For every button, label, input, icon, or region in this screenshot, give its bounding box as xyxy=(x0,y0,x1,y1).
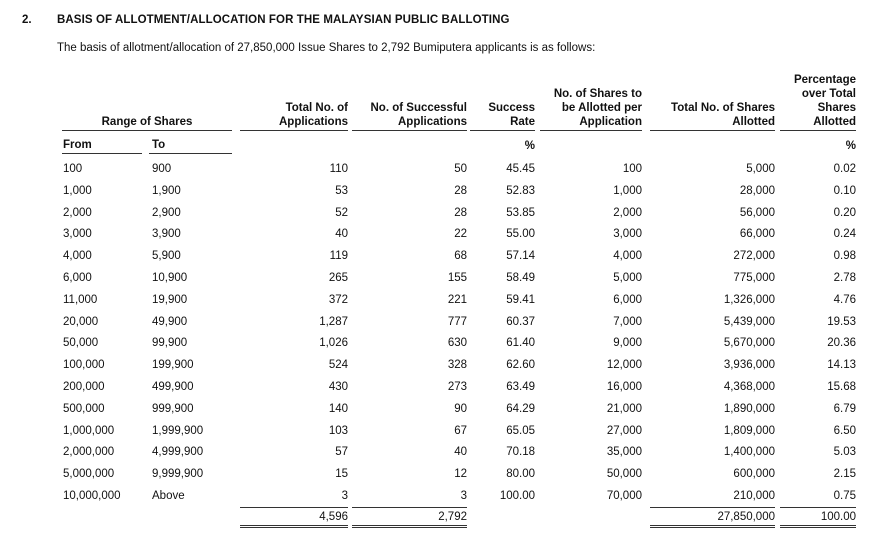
cell-total-shares-allotted: 1,400,000 xyxy=(723,446,775,458)
cell-success-rate: 55.00 xyxy=(506,228,535,240)
cell-total-applications: 57 xyxy=(335,446,348,458)
cell-percentage: 2.15 xyxy=(833,468,856,480)
cell-to: 99,900 xyxy=(152,337,188,349)
section-title: BASIS OF ALLOTMENT/ALLOCATION FOR THE MALAYSIAN PUBLIC BALLOTING xyxy=(57,14,510,26)
cell-successful-applications: 777 xyxy=(447,316,467,328)
subheader-to: To xyxy=(152,139,166,151)
cell-success-rate: 80.00 xyxy=(506,468,535,480)
totals-double-underline-b xyxy=(352,525,467,526)
cell-shares-per-application: 35,000 xyxy=(606,446,642,458)
cell-total-applications: 1,287 xyxy=(319,316,348,328)
header-shares-per-application-line1: No. of Shares to xyxy=(553,88,642,100)
header-successful-applications-line2: Applications xyxy=(397,116,467,128)
cell-to: 49,900 xyxy=(152,316,188,328)
cell-shares-per-application: 6,000 xyxy=(613,294,642,306)
cell-to: 10,900 xyxy=(152,272,188,284)
totals-double-underline-c xyxy=(650,525,775,526)
header-underline-shares-per-application xyxy=(540,130,642,131)
cell-shares-per-application: 2,000 xyxy=(613,207,642,219)
cell-success-rate: 52.83 xyxy=(506,185,535,197)
cell-percentage: 0.98 xyxy=(833,250,856,262)
header-success-rate xyxy=(470,101,535,129)
cell-from: 2,000,000 xyxy=(63,446,115,458)
header-percentage-line1: Percentage xyxy=(793,74,856,86)
cell-total-applications: 15 xyxy=(335,468,348,480)
cell-total-shares-allotted: 1,326,000 xyxy=(723,294,775,306)
header-total-applications xyxy=(240,101,348,129)
cell-success-rate: 61.40 xyxy=(506,337,535,349)
cell-success-rate: 63.49 xyxy=(506,381,535,393)
cell-shares-per-application: 3,000 xyxy=(613,228,642,240)
cell-percentage: 0.10 xyxy=(833,185,856,197)
cell-successful-applications: 221 xyxy=(447,294,467,306)
cell-successful-applications: 40 xyxy=(454,446,467,458)
cell-success-rate: 45.45 xyxy=(506,163,535,175)
cell-success-rate: 57.14 xyxy=(506,250,535,262)
cell-successful-applications: 273 xyxy=(447,381,467,393)
header-total-shares-allotted-line2: Allotted xyxy=(732,116,775,128)
subheader-percentage-unit: % xyxy=(845,140,856,152)
cell-total-applications: 265 xyxy=(328,272,348,284)
total-applications-sum: 4,596 xyxy=(319,511,348,523)
cell-total-applications: 40 xyxy=(335,228,348,240)
header-shares-per-application-line3: Application xyxy=(579,116,642,128)
cell-successful-applications: 155 xyxy=(447,272,467,284)
section-number: 2. xyxy=(22,14,32,26)
cell-percentage: 2.78 xyxy=(833,272,856,284)
cell-percentage: 19.53 xyxy=(827,316,856,328)
header-underline-range xyxy=(62,130,232,131)
cell-to: 3,900 xyxy=(152,228,181,240)
totals-underline-percentage xyxy=(780,507,856,508)
header-underline-percentage xyxy=(780,130,856,131)
cell-total-applications: 524 xyxy=(328,359,348,371)
cell-success-rate: 62.60 xyxy=(506,359,535,371)
cell-total-applications: 119 xyxy=(329,250,348,262)
cell-total-shares-allotted: 66,000 xyxy=(739,228,775,240)
totals-double-underline-d xyxy=(780,525,856,526)
cell-shares-per-application: 100 xyxy=(622,163,642,175)
header-total-applications-line1: Total No. of xyxy=(285,102,348,114)
cell-from: 20,000 xyxy=(63,316,99,328)
cell-total-shares-allotted: 210,000 xyxy=(733,490,775,502)
cell-to: Above xyxy=(152,490,185,502)
cell-to: 900 xyxy=(152,163,172,175)
cell-percentage: 5.03 xyxy=(833,446,856,458)
cell-total-shares-allotted: 56,000 xyxy=(739,207,775,219)
cell-total-applications: 372 xyxy=(328,294,348,306)
header-success-rate-line1: Success xyxy=(488,102,535,114)
cell-from: 6,000 xyxy=(63,272,92,284)
cell-total-applications: 3 xyxy=(341,490,348,502)
cell-successful-applications: 328 xyxy=(447,359,467,371)
cell-percentage: 6.50 xyxy=(833,425,856,437)
cell-from: 100 xyxy=(63,163,83,175)
cell-successful-applications: 28 xyxy=(454,185,467,197)
cell-success-rate: 70.18 xyxy=(506,446,535,458)
cell-total-applications: 53 xyxy=(335,185,348,197)
header-shares-per-application xyxy=(540,87,642,129)
cell-to: 9,999,900 xyxy=(152,468,204,480)
cell-total-applications: 140 xyxy=(328,403,348,415)
header-underline-success-rate xyxy=(470,130,535,131)
cell-shares-per-application: 7,000 xyxy=(613,316,642,328)
cell-from: 3,000 xyxy=(63,228,92,240)
header-percentage-line3: Shares xyxy=(817,102,856,114)
cell-percentage: 0.24 xyxy=(833,228,856,240)
cell-percentage: 6.79 xyxy=(833,403,856,415)
totals-double-underline-b2 xyxy=(352,527,467,528)
cell-shares-per-application: 21,000 xyxy=(606,403,642,415)
cell-shares-per-application: 27,000 xyxy=(606,425,642,437)
cell-shares-per-application: 16,000 xyxy=(606,381,642,393)
cell-success-rate: 64.29 xyxy=(506,403,535,415)
cell-from: 1,000,000 xyxy=(63,425,115,437)
cell-total-shares-allotted: 5,000 xyxy=(746,163,775,175)
cell-to: 999,900 xyxy=(152,403,194,415)
cell-total-shares-allotted: 5,439,000 xyxy=(723,316,775,328)
cell-shares-per-application: 9,000 xyxy=(613,337,642,349)
cell-success-rate: 58.49 xyxy=(506,272,535,284)
cell-shares-per-application: 70,000 xyxy=(606,490,642,502)
cell-total-applications: 430 xyxy=(328,381,348,393)
header-successful-applications-line1: No. of Successful xyxy=(370,102,467,114)
header-underline-successful-applications xyxy=(352,130,467,131)
total-successful-applications-sum: 2,792 xyxy=(438,511,467,523)
total-percentage-sum: 100.00 xyxy=(820,511,856,523)
total-shares-allotted-sum: 27,850,000 xyxy=(717,511,775,523)
cell-percentage: 15.68 xyxy=(827,381,856,393)
cell-from: 10,000,000 xyxy=(63,490,121,502)
cell-to: 4,999,900 xyxy=(152,446,204,458)
cell-successful-applications: 28 xyxy=(454,207,467,219)
cell-total-shares-allotted: 1,890,000 xyxy=(723,403,775,415)
cell-total-shares-allotted: 272,000 xyxy=(733,250,775,262)
cell-from: 50,000 xyxy=(63,337,99,349)
cell-from: 2,000 xyxy=(63,207,92,219)
cell-percentage: 0.02 xyxy=(833,163,856,175)
totals-underline-total-applications xyxy=(240,507,348,508)
cell-total-shares-allotted: 600,000 xyxy=(733,468,775,480)
cell-total-applications: 52 xyxy=(335,207,348,219)
cell-to: 2,900 xyxy=(152,207,181,219)
cell-percentage: 0.20 xyxy=(833,207,856,219)
cell-percentage: 0.75 xyxy=(833,490,856,502)
cell-to: 199,900 xyxy=(152,359,194,371)
header-underline-total-applications xyxy=(240,130,348,131)
header-successful-applications xyxy=(352,101,467,129)
cell-from: 1,000 xyxy=(63,185,92,197)
cell-successful-applications: 12 xyxy=(454,468,467,480)
cell-success-rate: 59.41 xyxy=(506,294,535,306)
cell-total-shares-allotted: 1,809,000 xyxy=(723,425,775,437)
cell-successful-applications: 3 xyxy=(460,490,467,502)
cell-total-shares-allotted: 5,670,000 xyxy=(723,337,775,349)
cell-success-rate: 65.05 xyxy=(506,425,535,437)
cell-from: 11,000 xyxy=(63,294,98,306)
header-total-shares-allotted-line1: Total No. of Shares xyxy=(671,102,775,114)
totals-double-underline-a xyxy=(240,525,348,526)
cell-from: 4,000 xyxy=(63,250,92,262)
cell-total-applications: 110 xyxy=(329,163,348,175)
cell-percentage: 4.76 xyxy=(833,294,856,306)
cell-total-shares-allotted: 775,000 xyxy=(733,272,775,284)
header-percentage-line4: Allotted xyxy=(813,116,856,128)
cell-successful-applications: 67 xyxy=(454,425,467,437)
cell-shares-per-application: 5,000 xyxy=(613,272,642,284)
totals-double-underline-c2 xyxy=(650,527,775,528)
cell-success-rate: 60.37 xyxy=(506,316,535,328)
subheader-from: From xyxy=(63,139,92,151)
totals-double-underline-a2 xyxy=(240,527,348,528)
cell-shares-per-application: 12,000 xyxy=(606,359,642,371)
cell-shares-per-application: 50,000 xyxy=(606,468,642,480)
header-underline-total-shares-allotted xyxy=(650,130,775,131)
cell-total-shares-allotted: 3,936,000 xyxy=(723,359,775,371)
subheader-underline-from xyxy=(62,153,142,154)
cell-successful-applications: 22 xyxy=(454,228,467,240)
totals-underline-successful-applications xyxy=(352,507,467,508)
cell-successful-applications: 90 xyxy=(454,403,467,415)
cell-to: 1,900 xyxy=(152,185,181,197)
cell-total-shares-allotted: 28,000 xyxy=(739,185,775,197)
cell-to: 19,900 xyxy=(152,294,188,306)
cell-from: 200,000 xyxy=(63,381,105,393)
cell-shares-per-application: 1,000 xyxy=(613,185,642,197)
subheader-success-rate-unit: % xyxy=(524,140,535,152)
header-total-applications-line2: Applications xyxy=(278,116,348,128)
cell-success-rate: 53.85 xyxy=(506,207,535,219)
header-percentage-line2: over Total xyxy=(801,88,856,100)
cell-from: 100,000 xyxy=(63,359,105,371)
cell-from: 500,000 xyxy=(63,403,105,415)
header-shares-per-application-line2: be Allotted per xyxy=(561,102,642,114)
header-success-rate-line2: Rate xyxy=(510,116,535,128)
cell-successful-applications: 68 xyxy=(454,250,467,262)
cell-successful-applications: 630 xyxy=(447,337,467,349)
cell-from: 5,000,000 xyxy=(63,468,115,480)
subheader-underline-to xyxy=(149,153,232,154)
totals-double-underline-d2 xyxy=(780,527,856,528)
cell-total-applications: 1,026 xyxy=(319,337,348,349)
cell-success-rate: 100.00 xyxy=(499,490,535,502)
totals-underline-total-shares-allotted xyxy=(650,507,775,508)
cell-total-applications: 103 xyxy=(328,425,348,437)
header-total-shares-allotted xyxy=(650,101,775,129)
cell-to: 1,999,900 xyxy=(152,425,204,437)
cell-total-shares-allotted: 4,368,000 xyxy=(723,381,775,393)
cell-percentage: 20.36 xyxy=(827,337,856,349)
cell-percentage: 14.13 xyxy=(827,359,856,371)
header-range-of-shares: Range of Shares xyxy=(101,116,193,128)
header-percentage xyxy=(780,73,856,129)
intro-text: The basis of allotment/allocation of 27,850,000 Issue Shares to 2,792 Bumiputera applicants is as follows: xyxy=(57,42,596,54)
cell-shares-per-application: 4,000 xyxy=(613,250,642,262)
cell-to: 499,900 xyxy=(152,381,194,393)
cell-successful-applications: 50 xyxy=(454,163,467,175)
cell-to: 5,900 xyxy=(152,250,181,262)
